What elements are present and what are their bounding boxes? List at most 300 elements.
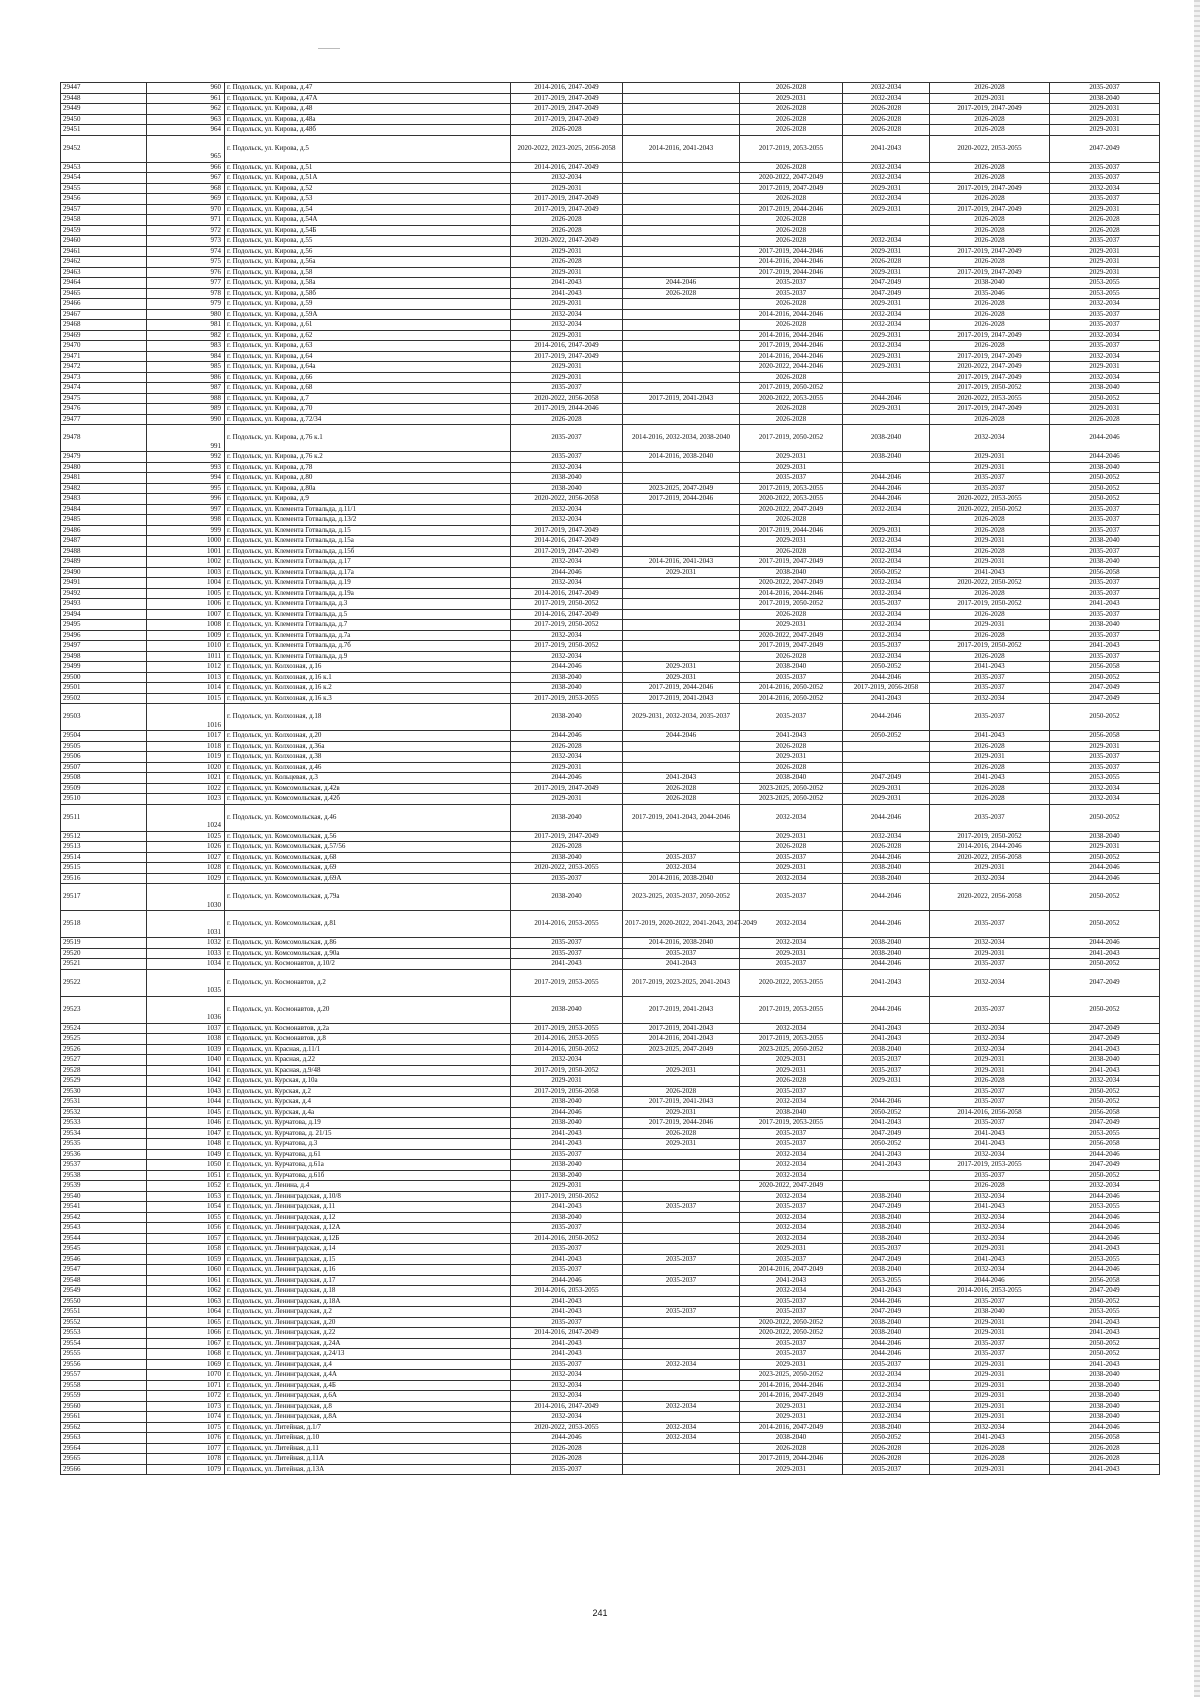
cell-period-1: 2017-2019, 2050-2052	[511, 1191, 623, 1202]
cell-period-5: 2026-2028	[930, 114, 1050, 125]
cell-row-number: 963	[147, 114, 225, 125]
cell-row-number: 1038	[147, 1034, 225, 1045]
cell-period-1: 2035-2037	[511, 948, 623, 959]
cell-period-2	[623, 1191, 740, 1202]
cell-period-1: 2035-2037	[511, 1265, 623, 1276]
cell-row-number: 1028	[147, 863, 225, 874]
table-row	[61, 536, 1160, 547]
cell-record-id: 29495	[61, 620, 147, 631]
cell-period-6: 2035-2037	[1050, 525, 1160, 536]
cell-period-6: 2035-2037	[1050, 609, 1160, 620]
cell-period-3: 2032-2034	[740, 1160, 843, 1171]
cell-period-5: 2026-2028	[930, 1181, 1050, 1192]
cell-period-2	[623, 1317, 740, 1328]
cell-period-3: 2035-2037	[740, 1338, 843, 1349]
cell-period-1: 2017-2019, 2047-2049	[511, 104, 623, 115]
cell-address: г. Подольск, ул. Кольцевая, д.3	[225, 773, 511, 784]
cell-address: г. Подольск, ул. Кирова, д.56а	[225, 257, 511, 268]
cell-period-6: 2050-2052	[1050, 672, 1160, 683]
cell-period-1: 2017-2019, 2053-2055	[511, 1023, 623, 1034]
cell-period-4: 2032-2034	[843, 557, 930, 568]
cell-period-3: 2032-2034	[740, 1212, 843, 1223]
cell-period-3: 2014-2016, 2044-2046	[740, 309, 843, 320]
cell-period-5: 2017-2019, 2047-2049	[930, 351, 1050, 362]
cell-period-2	[623, 1160, 740, 1171]
cell-period-3: 2020-2022, 2047-2049	[740, 578, 843, 589]
cell-period-1: 2032-2034	[511, 557, 623, 568]
cell-period-6: 2050-2052	[1050, 1338, 1160, 1349]
cell-row-number: 1027	[147, 852, 225, 863]
cell-period-6: 2029-2031	[1050, 267, 1160, 278]
cell-period-5: 2017-2019, 2047-2049	[930, 104, 1050, 115]
cell-period-2	[623, 1338, 740, 1349]
cell-period-2: 2014-2016, 2038-2040	[623, 938, 740, 949]
cell-period-4	[843, 462, 930, 473]
table-row	[61, 114, 1160, 125]
cell-address: г. Подольск, ул. Ленинградская, д.18А	[225, 1296, 511, 1307]
cell-period-3: 2017-2019, 2044-2046	[740, 204, 843, 215]
cell-record-id: 29514	[61, 852, 147, 863]
cell-period-2	[623, 225, 740, 236]
cell-row-number: 988	[147, 393, 225, 404]
cell-period-1: 2017-2019, 2047-2049	[511, 831, 623, 842]
table-row	[61, 1254, 1160, 1265]
cell-row-number: 977	[147, 278, 225, 289]
cell-record-id: 29532	[61, 1107, 147, 1118]
cell-record-id: 29496	[61, 630, 147, 641]
repair-schedule-table	[60, 82, 1160, 1475]
cell-row-number: 960	[147, 83, 225, 94]
cell-period-4: 2032-2034	[843, 831, 930, 842]
cell-row-number: 995	[147, 483, 225, 494]
cell-period-2: 2014-2016, 2041-2043	[623, 135, 740, 162]
cell-address: г. Подольск, ул. Ленинградская, д.4Б	[225, 1380, 511, 1391]
cell-period-4: 2035-2037	[843, 1244, 930, 1255]
cell-period-6: 2050-2052	[1050, 852, 1160, 863]
cell-period-2: 2026-2028	[623, 794, 740, 805]
cell-period-4: 2038-2040	[843, 1191, 930, 1202]
cell-record-id: 29545	[61, 1244, 147, 1255]
cell-period-2: 2035-2037	[623, 1275, 740, 1286]
table-row	[61, 362, 1160, 373]
cell-period-4: 2050-2052	[843, 662, 930, 673]
cell-address: г. Подольск, ул. Литейная, д.1/7	[225, 1422, 511, 1433]
cell-period-2	[623, 741, 740, 752]
cell-address: г. Подольск, ул. Космонавтов, д.2	[225, 969, 511, 996]
cell-record-id: 29477	[61, 414, 147, 425]
cell-period-5: 2026-2028	[930, 215, 1050, 226]
cell-period-6: 2050-2052	[1050, 884, 1160, 911]
cell-period-5: 2026-2028	[930, 309, 1050, 320]
table-row	[61, 257, 1160, 268]
cell-period-1: 2038-2040	[511, 704, 623, 731]
table-row	[61, 773, 1160, 784]
table-row	[61, 1044, 1160, 1055]
cell-row-number: 1006	[147, 599, 225, 610]
table-row	[61, 704, 1160, 731]
cell-row-number: 967	[147, 173, 225, 184]
cell-period-3: 2029-2031	[740, 93, 843, 104]
cell-period-4: 2044-2046	[843, 1338, 930, 1349]
cell-period-2: 2044-2046	[623, 731, 740, 742]
cell-period-6: 2056-2058	[1050, 1433, 1160, 1444]
cell-period-1: 2014-2016, 2047-2049	[511, 83, 623, 94]
cell-record-id: 29553	[61, 1328, 147, 1339]
cell-address: г. Подольск, ул. Кирова, д.47А	[225, 93, 511, 104]
cell-row-number: 989	[147, 404, 225, 415]
cell-period-1: 2035-2037	[511, 873, 623, 884]
cell-address: г. Подольск, ул. Кирова, д.47	[225, 83, 511, 94]
cell-period-4: 2038-2040	[843, 1422, 930, 1433]
cell-period-3: 2032-2034	[740, 938, 843, 949]
cell-period-1: 2017-2019, 2050-2052	[511, 599, 623, 610]
cell-period-4: 2026-2028	[843, 104, 930, 115]
cell-period-5: 2017-2019, 2050-2052	[930, 599, 1050, 610]
cell-period-2	[623, 204, 740, 215]
cell-period-2: 2017-2019, 2041-2043	[623, 693, 740, 704]
cell-period-6: 2038-2040	[1050, 1401, 1160, 1412]
cell-record-id: 29525	[61, 1034, 147, 1045]
cell-row-number: 966	[147, 162, 225, 173]
scan-edge	[1194, 0, 1200, 1697]
cell-period-1: 2014-2016, 2047-2049	[511, 1328, 623, 1339]
cell-period-1: 2038-2040	[511, 1097, 623, 1108]
cell-period-2	[623, 630, 740, 641]
cell-address: г. Подольск, ул. Космонавтов, д.10/2	[225, 959, 511, 970]
cell-address: г. Подольск, ул. Кирова, д.58б	[225, 288, 511, 299]
cell-row-number: 1055	[147, 1212, 225, 1223]
cell-period-2	[623, 1454, 740, 1465]
table-row	[61, 278, 1160, 289]
cell-period-3: 2026-2028	[740, 114, 843, 125]
cell-period-4: 2029-2031	[843, 362, 930, 373]
cell-period-3: 2026-2028	[740, 225, 843, 236]
table-row	[61, 525, 1160, 536]
cell-period-3: 2032-2034	[740, 1286, 843, 1297]
cell-address: г. Подольск, ул. Кирова, д.58	[225, 267, 511, 278]
cell-period-5: 2026-2028	[930, 162, 1050, 173]
cell-period-2	[623, 1233, 740, 1244]
cell-record-id: 29497	[61, 641, 147, 652]
table-row	[61, 135, 1160, 162]
cell-period-1: 2014-2016, 2047-2049	[511, 588, 623, 599]
cell-period-4: 2029-2031	[843, 404, 930, 415]
cell-period-4: 2047-2049	[843, 773, 930, 784]
cell-period-1: 2032-2034	[511, 752, 623, 763]
cell-row-number: 1061	[147, 1275, 225, 1286]
cell-period-1: 2044-2046	[511, 1275, 623, 1286]
cell-period-1: 2035-2037	[511, 1317, 623, 1328]
cell-period-2	[623, 1149, 740, 1160]
cell-record-id: 29558	[61, 1380, 147, 1391]
cell-row-number: 983	[147, 341, 225, 352]
table-row	[61, 215, 1160, 226]
cell-period-3: 2026-2028	[740, 651, 843, 662]
cell-row-number: 1000	[147, 536, 225, 547]
cell-row-number: 1014	[147, 683, 225, 694]
cell-period-5: 2017-2019, 2047-2049	[930, 267, 1050, 278]
cell-address: г. Подольск, ул. Клемента Готвальда, д.7б	[225, 641, 511, 652]
cell-period-1: 2032-2034	[511, 651, 623, 662]
cell-period-5: 2017-2019, 2047-2049	[930, 404, 1050, 415]
cell-period-3: 2026-2028	[740, 515, 843, 526]
cell-address: г. Подольск, ул. Ленинградская, д.2	[225, 1307, 511, 1318]
cell-period-3: 2026-2028	[740, 546, 843, 557]
cell-address: г. Подольск, ул. Кирова, д.53	[225, 194, 511, 205]
cell-record-id: 29559	[61, 1391, 147, 1402]
cell-record-id: 29524	[61, 1023, 147, 1034]
cell-row-number: 1012	[147, 662, 225, 673]
cell-row-number: 1031	[147, 911, 225, 938]
cell-period-3: 2041-2043	[740, 1275, 843, 1286]
cell-address: г. Подольск, ул. Литейная, д.11А	[225, 1454, 511, 1465]
cell-period-1: 2038-2040	[511, 852, 623, 863]
cell-period-2	[623, 1380, 740, 1391]
cell-row-number: 1019	[147, 752, 225, 763]
cell-period-1: 2014-2016, 2047-2049	[511, 341, 623, 352]
cell-period-1: 2029-2031	[511, 299, 623, 310]
cell-row-number: 980	[147, 309, 225, 320]
table-row	[61, 1107, 1160, 1118]
cell-period-2	[623, 362, 740, 373]
cell-period-5: 2041-2043	[930, 662, 1050, 673]
cell-period-6: 2056-2058	[1050, 1139, 1160, 1150]
cell-period-4: 2026-2028	[843, 114, 930, 125]
cell-period-1: 2038-2040	[511, 483, 623, 494]
cell-record-id: 29528	[61, 1065, 147, 1076]
cell-row-number: 1005	[147, 588, 225, 599]
cell-period-2	[623, 351, 740, 362]
cell-period-2: 2017-2019, 2023-2025, 2041-2043	[623, 969, 740, 996]
cell-period-3: 2023-2025, 2050-2052	[740, 794, 843, 805]
cell-period-3: 2014-2016, 2044-2046	[740, 351, 843, 362]
cell-row-number: 1045	[147, 1107, 225, 1118]
cell-period-1: 2029-2031	[511, 330, 623, 341]
table-row	[61, 762, 1160, 773]
cell-period-1: 2032-2034	[511, 320, 623, 331]
cell-period-6: 2035-2037	[1050, 236, 1160, 247]
cell-period-3: 2035-2037	[740, 1349, 843, 1360]
cell-period-1: 2017-2019, 2047-2049	[511, 194, 623, 205]
cell-period-4	[843, 762, 930, 773]
table-row	[61, 1023, 1160, 1034]
cell-address: г. Подольск, ул. Кирова, д.70	[225, 404, 511, 415]
cell-address: г. Подольск, ул. Клемента Готвальда, д.11/1	[225, 504, 511, 515]
cell-address: г. Подольск, ул. Ленинградская, д.8	[225, 1401, 511, 1412]
cell-record-id: 29549	[61, 1286, 147, 1297]
cell-row-number: 1039	[147, 1044, 225, 1055]
cell-period-4: 2038-2040	[843, 948, 930, 959]
cell-period-2: 2014-2016, 2041-2043	[623, 557, 740, 568]
table-row	[61, 1401, 1160, 1412]
cell-record-id: 29470	[61, 341, 147, 352]
cell-period-1: 2038-2040	[511, 1212, 623, 1223]
cell-period-2: 2017-2019, 2044-2046	[623, 1118, 740, 1129]
cell-period-4: 2026-2028	[843, 125, 930, 136]
cell-period-6: 2035-2037	[1050, 194, 1160, 205]
cell-period-3: 2020-2022, 2047-2049	[740, 173, 843, 184]
cell-period-5: 2026-2028	[930, 83, 1050, 94]
cell-period-4: 2038-2040	[843, 425, 930, 452]
cell-address: г. Подольск, ул. Ленинградская, д.12Б	[225, 1233, 511, 1244]
cell-period-2	[623, 515, 740, 526]
cell-address: г. Подольск, ул. Кирова, д.5	[225, 135, 511, 162]
cell-period-6: 2041-2043	[1050, 641, 1160, 652]
cell-row-number: 1063	[147, 1296, 225, 1307]
cell-row-number: 985	[147, 362, 225, 373]
cell-period-4	[843, 372, 930, 383]
cell-period-4: 2029-2031	[843, 783, 930, 794]
cell-address: г. Подольск, ул. Кирова, д.66	[225, 372, 511, 383]
cell-record-id: 29548	[61, 1275, 147, 1286]
cell-row-number: 1034	[147, 959, 225, 970]
cell-record-id: 29518	[61, 911, 147, 938]
cell-address: г. Подольск, ул. Кирова, д.58а	[225, 278, 511, 289]
cell-period-4: 2029-2031	[843, 525, 930, 536]
table-row	[61, 1181, 1160, 1192]
cell-period-1: 2041-2043	[511, 1296, 623, 1307]
table-row	[61, 1149, 1160, 1160]
cell-period-5: 2026-2028	[930, 414, 1050, 425]
cell-period-6: 2035-2037	[1050, 578, 1160, 589]
cell-period-5: 2026-2028	[930, 173, 1050, 184]
cell-period-6: 2056-2058	[1050, 567, 1160, 578]
cell-period-5: 2029-2031	[930, 948, 1050, 959]
table-row	[61, 938, 1160, 949]
cell-period-3: 2026-2028	[740, 215, 843, 226]
cell-period-2: 2032-2034	[623, 1401, 740, 1412]
cell-period-4: 2047-2049	[843, 1254, 930, 1265]
cell-period-4: 2050-2052	[843, 1433, 930, 1444]
cell-row-number: 1074	[147, 1412, 225, 1423]
cell-period-1: 2026-2028	[511, 414, 623, 425]
cell-record-id: 29555	[61, 1349, 147, 1360]
cell-period-5: 2020-2022, 2053-2055	[930, 494, 1050, 505]
cell-row-number: 1056	[147, 1223, 225, 1234]
cell-period-6: 2029-2031	[1050, 257, 1160, 268]
cell-record-id: 29557	[61, 1370, 147, 1381]
table-row	[61, 863, 1160, 874]
cell-period-3: 2029-2031	[740, 863, 843, 874]
table-row	[61, 1412, 1160, 1423]
cell-period-5: 2029-2031	[930, 1055, 1050, 1066]
cell-period-4: 2029-2031	[843, 299, 930, 310]
cell-period-2	[623, 504, 740, 515]
cell-row-number: 1076	[147, 1433, 225, 1444]
cell-period-5: 2026-2028	[930, 320, 1050, 331]
cell-period-5: 2032-2034	[930, 1422, 1050, 1433]
cell-period-4: 2044-2046	[843, 1097, 930, 1108]
cell-record-id: 29475	[61, 393, 147, 404]
cell-period-2: 2029-2031	[623, 672, 740, 683]
cell-address: г. Подольск, ул. Курчатова, д.61б	[225, 1170, 511, 1181]
cell-period-6: 2047-2049	[1050, 693, 1160, 704]
cell-record-id: 29521	[61, 959, 147, 970]
cell-period-5: 2026-2028	[930, 525, 1050, 536]
cell-period-3: 2026-2028	[740, 372, 843, 383]
cell-period-1: 2038-2040	[511, 672, 623, 683]
cell-address: г. Подольск, ул. Клемента Готвальда, д.7а	[225, 630, 511, 641]
cell-record-id: 29539	[61, 1181, 147, 1192]
cell-record-id: 29454	[61, 173, 147, 184]
cell-period-1: 2038-2040	[511, 996, 623, 1023]
cell-period-1: 2032-2034	[511, 515, 623, 526]
cell-period-3: 2035-2037	[740, 278, 843, 289]
cell-period-3: 2032-2034	[740, 804, 843, 831]
cell-period-1: 2035-2037	[511, 425, 623, 452]
cell-period-5: 2026-2028	[930, 225, 1050, 236]
cell-row-number: 1010	[147, 641, 225, 652]
table-row	[61, 225, 1160, 236]
cell-period-6: 2035-2037	[1050, 341, 1160, 352]
cell-period-1: 2044-2046	[511, 1433, 623, 1444]
table-row	[61, 1139, 1160, 1150]
cell-period-1: 2020-2022, 2023-2025, 2056-2058	[511, 135, 623, 162]
cell-row-number: 1058	[147, 1244, 225, 1255]
cell-period-3: 2029-2031	[740, 536, 843, 547]
table-row	[61, 588, 1160, 599]
table-row	[61, 1422, 1160, 1433]
cell-period-5: 2014-2016, 2056-2058	[930, 1107, 1050, 1118]
cell-row-number: 1078	[147, 1454, 225, 1465]
cell-record-id: 29455	[61, 183, 147, 194]
cell-period-1: 2029-2031	[511, 372, 623, 383]
cell-address: г. Подольск, ул. Кирова, д.72/34	[225, 414, 511, 425]
cell-period-4: 2044-2046	[843, 959, 930, 970]
cell-period-3: 2026-2028	[740, 125, 843, 136]
cell-record-id: 29450	[61, 114, 147, 125]
cell-period-3: 2035-2037	[740, 1307, 843, 1318]
table-row	[61, 1244, 1160, 1255]
cell-period-3: 2038-2040	[740, 662, 843, 673]
cell-period-2: 2029-2031	[623, 1065, 740, 1076]
table-row	[61, 731, 1160, 742]
cell-period-4	[843, 414, 930, 425]
cell-period-4: 2032-2034	[843, 588, 930, 599]
cell-address: г. Подольск, ул. Кирова, д.7	[225, 393, 511, 404]
cell-period-4: 2044-2046	[843, 1296, 930, 1307]
cell-period-2	[623, 341, 740, 352]
cell-period-6: 2044-2046	[1050, 1422, 1160, 1433]
cell-period-1: 2014-2016, 2053-2055	[511, 1286, 623, 1297]
cell-period-3: 2035-2037	[740, 884, 843, 911]
cell-period-4: 2029-2031	[843, 267, 930, 278]
cell-period-6: 2032-2034	[1050, 794, 1160, 805]
cell-record-id: 29510	[61, 794, 147, 805]
cell-period-1: 2041-2043	[511, 278, 623, 289]
cell-row-number: 1073	[147, 1401, 225, 1412]
cell-record-id: 29501	[61, 683, 147, 694]
cell-record-id: 29520	[61, 948, 147, 959]
table-row	[61, 1212, 1160, 1223]
table-row	[61, 609, 1160, 620]
cell-period-3: 2035-2037	[740, 288, 843, 299]
cell-address: г. Подольск, ул. Колхозная, д.36а	[225, 741, 511, 752]
cell-period-1: 2041-2043	[511, 1139, 623, 1150]
cell-period-4: 2035-2037	[843, 1055, 930, 1066]
cell-period-1: 2017-2019, 2053-2055	[511, 693, 623, 704]
cell-period-4: 2044-2046	[843, 1349, 930, 1360]
cell-period-5: 2029-2031	[930, 1464, 1050, 1475]
table-row	[61, 1307, 1160, 1318]
cell-period-6: 2053-2055	[1050, 773, 1160, 784]
cell-period-5: 2035-2037	[930, 483, 1050, 494]
cell-period-3: 2029-2031	[740, 452, 843, 463]
cell-period-4: 2035-2037	[843, 1464, 930, 1475]
cell-record-id: 29547	[61, 1265, 147, 1276]
table-row	[61, 1349, 1160, 1360]
cell-period-2	[623, 183, 740, 194]
